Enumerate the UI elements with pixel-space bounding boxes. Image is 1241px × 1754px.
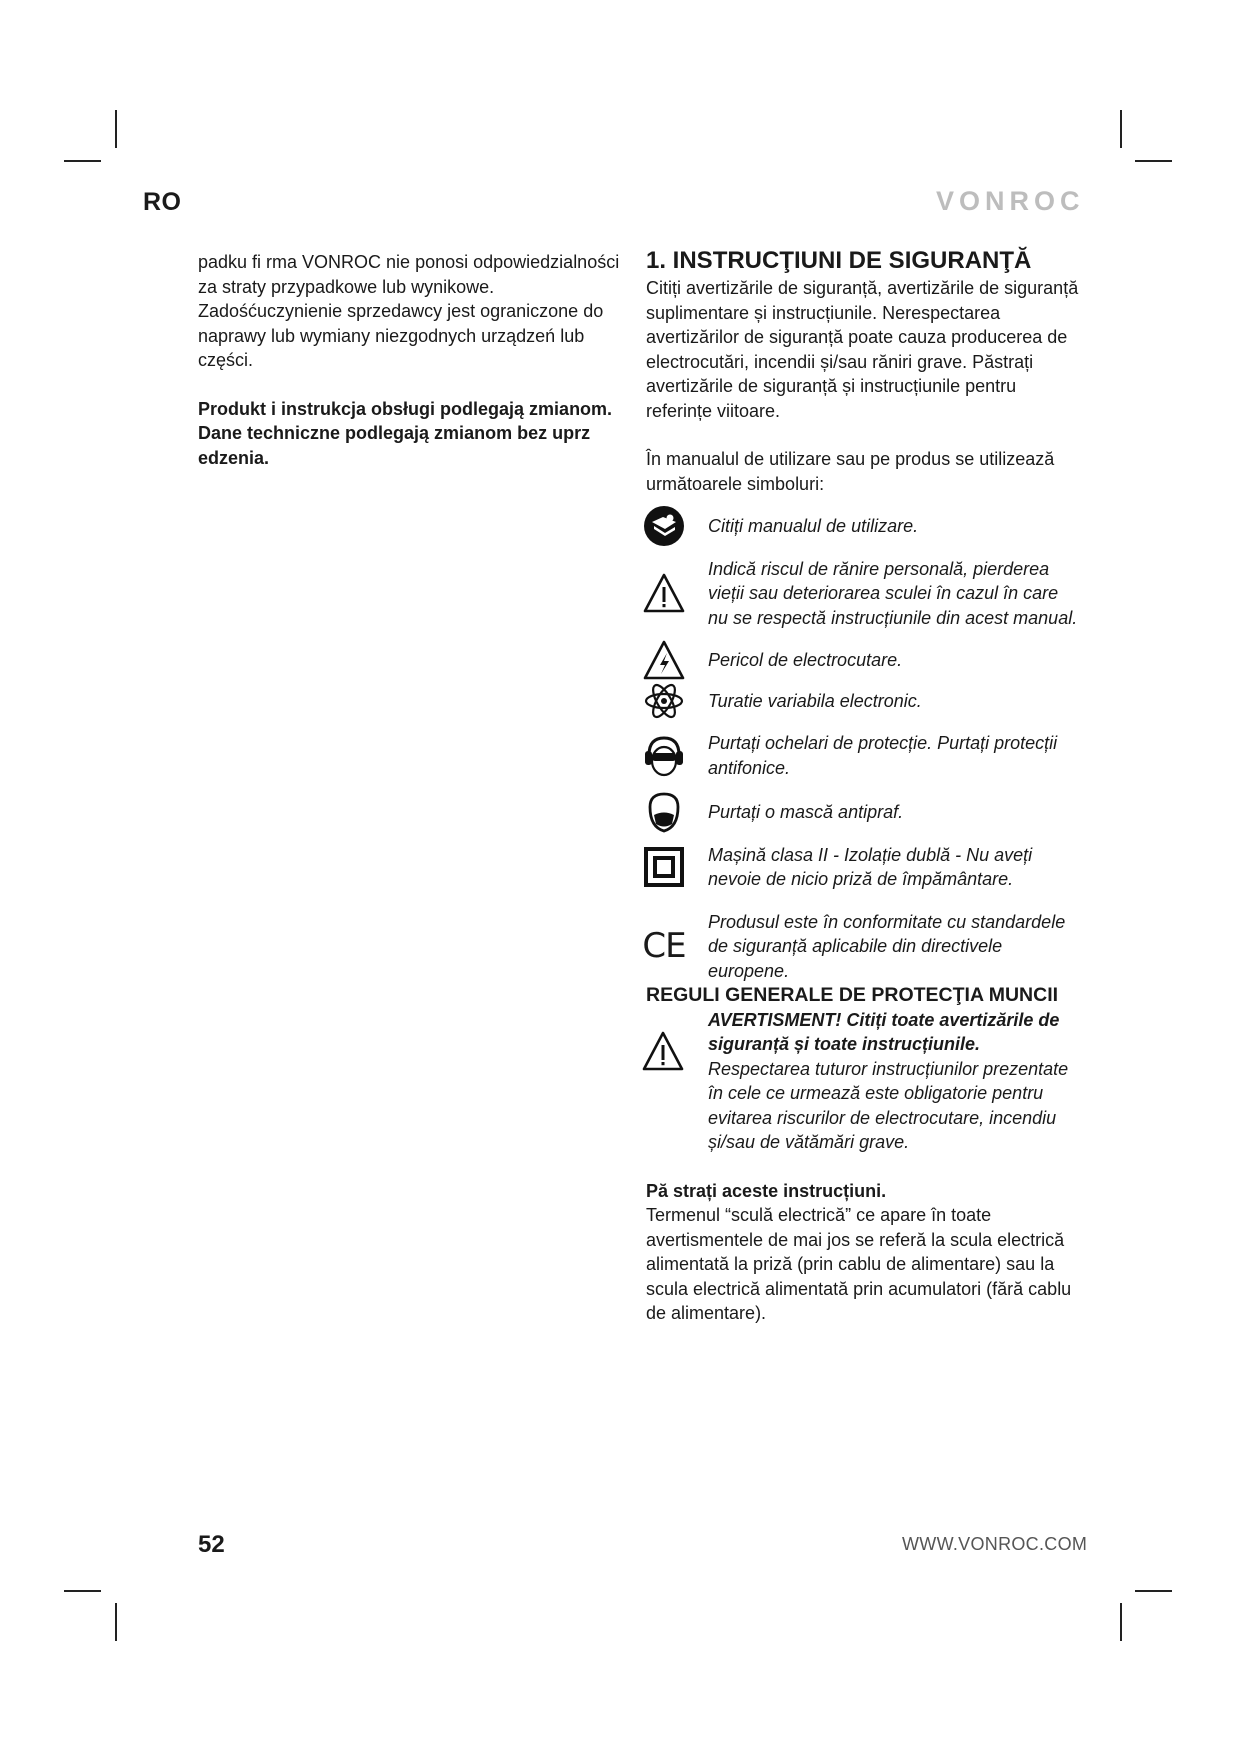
crop-mark xyxy=(115,1603,117,1641)
atom-icon xyxy=(642,679,686,723)
warning-block xyxy=(646,1008,1080,1155)
symbol-row: Turatie variabila electronic. xyxy=(646,689,1080,714)
symbol-row: Pericol de electrocutare. xyxy=(646,648,1080,673)
language-code: RO xyxy=(143,188,182,216)
warranty-paragraph: padku fi rma VONROC nie ponosi odpowiedzialności za straty przypadkowe lub wynikowe. Zadośćuczynienie sprzedawcy jest ograniczone do naprawy lub wymiany niezgodnych urządzeń lub części. xyxy=(198,252,620,370)
crop-mark xyxy=(1135,160,1172,162)
dust-mask-icon xyxy=(642,790,686,834)
brand-logo: VONROC xyxy=(936,186,1085,216)
symbol-row: Citiți manualul de utilizare. xyxy=(646,514,1080,539)
crop-mark xyxy=(1120,1603,1122,1641)
symbol-row: Mașină clasa II - Izolație dublă - Nu aveți nevoie de nicio priză de împământare. xyxy=(646,843,1080,892)
website-url: WWW.VONROC.COM xyxy=(902,1534,1088,1554)
symbol-row: Purtați o mască antipraf. xyxy=(646,800,1080,825)
crop-mark xyxy=(64,160,101,162)
crop-mark xyxy=(115,110,117,148)
goggles-earmuffs-icon xyxy=(642,734,686,778)
symbols-intro: În manualul de utilizare sau pe produs se utilizează următoarele simboluri: xyxy=(646,449,1055,494)
right-column xyxy=(642,246,1080,1326)
left-column xyxy=(198,250,638,470)
symbol-row: Indică riscul de rănire personală, pierderea vieții sau deteriorarea sculei în cazul în care nu se respectă instrucțiunile din acest manual. xyxy=(646,557,1080,631)
symbol-row: CE Produsul este în conformitate cu standardele de siguranță aplicabile din directivele europene. xyxy=(642,911,1066,981)
ce-mark-icon: CE xyxy=(642,926,686,966)
keep-instructions-title: Pă strați aceste instrucțiuni. xyxy=(646,1180,887,1201)
general-rules-title: REGULI GENERALE DE PROTECŢIA MUNCII xyxy=(646,984,1059,1006)
page-number: 52 xyxy=(198,1531,225,1558)
section-title: 1. INSTRUCŢIUNI DE SIGURANŢĂ xyxy=(646,247,1032,274)
warning-triangle-icon xyxy=(642,571,686,615)
crop-mark xyxy=(1120,110,1122,148)
intro-paragraph: Citiți avertizările de siguranță, avertizările de siguranță suplimentare și instrucțiunile. Nerespectarea avertizărilor de siguranță poate cauza producerea de electrocutări, incendii și/sau răniri grave. Păstrați avertizările de siguranță și instrucțiunile pentru referințe viitoare. xyxy=(646,278,1079,421)
crop-mark xyxy=(64,1590,101,1592)
term-paragraph: Termenul “sculă electrică” ce apare în toate avertismentele de mai jos se referă la scula electrică alimentată la priză (prin cablu de alimentare) sau la scula electrică alimentată prin acumulatori (fără cablu de alimentare). xyxy=(646,1205,1072,1323)
electric-shock-icon xyxy=(642,638,686,682)
warning-triangle-icon xyxy=(642,1030,686,1074)
class-ii-icon xyxy=(642,845,686,889)
read-manual-icon xyxy=(642,504,686,548)
change-notice: Produkt i instrukcja obsługi podlegają zmianom. Dane techniczne podlegają zmianom bez uprz edzenia. xyxy=(198,398,613,468)
warning-text: Respectarea tuturor instrucțiunilor prezentate în cele ce urmează este obligatorie pentru evitarea riscurilor de electrocutare, incendiu și/sau de vătămări grave. xyxy=(708,1058,1069,1152)
warning-bold-text: AVERTISMENT! Citiți toate avertizările de siguranță și toate instrucțiunile. xyxy=(708,1009,1060,1054)
crop-mark xyxy=(1135,1590,1172,1592)
symbol-row: Purtați ochelari de protecție. Purtați protecții antifonice. xyxy=(646,731,1080,780)
